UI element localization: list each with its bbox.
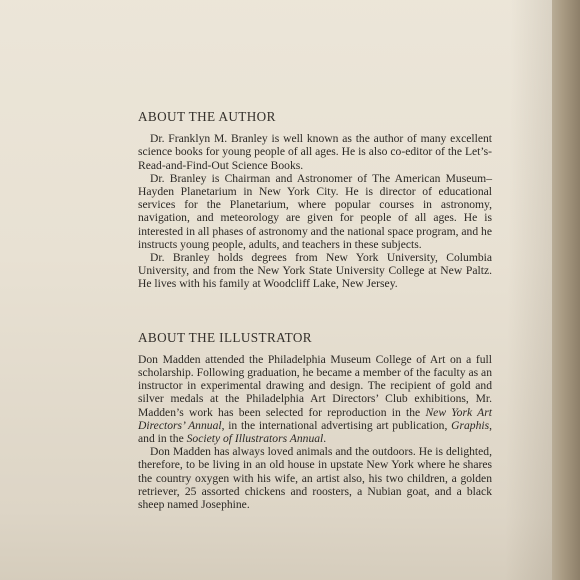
author-paragraph-3: Dr. Branley holds degrees from New York University, Columbia University, and from the New York State University College at New Paltz. He lives with his family at Woodcliff Lake, New Jersey. (138, 251, 492, 291)
illustrator-p1-text-c: , and in the (138, 418, 493, 446)
illustrator-p1-text-b: , in the international advertising art publication, (221, 418, 452, 432)
illustrator-p1-text-d: . (323, 432, 327, 446)
illustrator-p1-text-a: Don Madden attended the Philadelphia Museum College of Art on a full scholarship. Following graduation, he became a member of the faculty as an instructor in experimental drawing and design. The recipient of gold and silver medals at the Philadelphia Art Directors’ Club exhibitions, Mr. Madden’s work has been selected for reproduction in the (138, 352, 492, 419)
page-edge (552, 0, 580, 580)
illustrator-paragraph-1 (138, 353, 492, 445)
illustrator-section (138, 331, 492, 512)
author-heading: ABOUT THE AUTHOR (138, 109, 276, 124)
author-paragraph-1: Dr. Franklyn M. Branley is well known as the author of many excellent science books for young people of all ages. He is also co-editor of the Let’s-Read-and-Find-Out Science Books. (138, 132, 492, 172)
illustrator-paragraph-2: Don Madden has always loved animals and the outdoors. He is delighted, therefore, to be living in an old house in upstate New York where he shares the country oxygen with his wife, an artist also, his two children, a golden retriever, 25 assorted chickens and roosters, a Nubian goat, and a black sheep named Josephine. (138, 445, 492, 512)
page-text (138, 110, 492, 511)
illustrator-p1-italic-a: New York Art Directors’ Annual (138, 405, 492, 432)
author-paragraph-2: Dr. Branley is Chairman and Astronomer of The American Museum–Hayden Planetarium in New York City. He is director of educational services for the Planetarium, where popular courses in astronomy, navigation, and meteorology are given for people of all ages. He is interested in all phases of astronomy and the national space program, and he instructs young people, adults, and teachers in these subjects. (138, 171, 492, 251)
author-section (138, 110, 492, 291)
illustrator-p1-italic-c: Society of Illustrators Annual (186, 432, 324, 446)
illustrator-heading: ABOUT THE ILLUSTRATOR (138, 329, 312, 345)
illustrator-p1-italic-b: Graphis (451, 418, 490, 432)
